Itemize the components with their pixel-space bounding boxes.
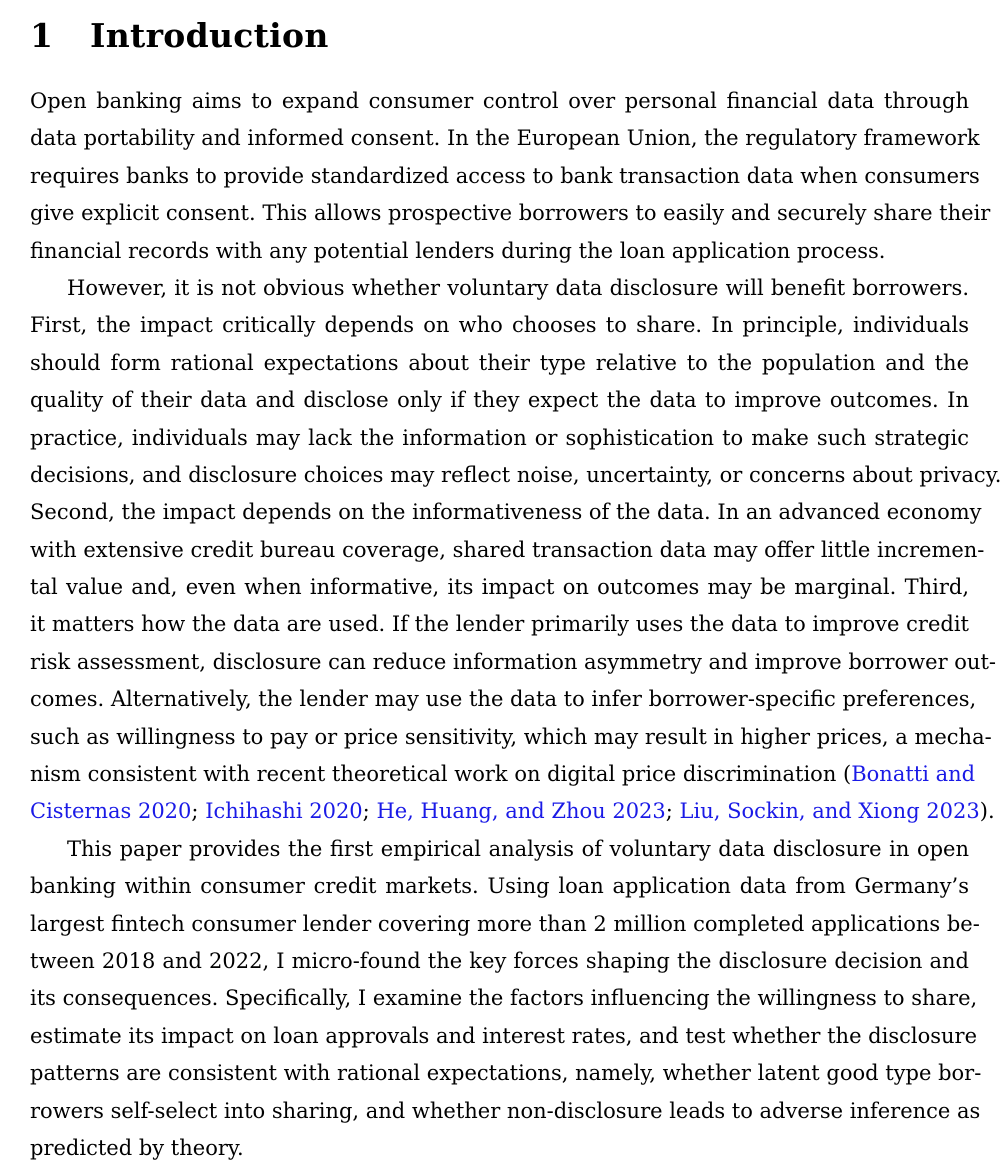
text-line: should form rational expectations about their type relative to the population and the: [30, 350, 969, 375]
text-line: give explicit consent. This allows prospective borrowers to easily and securely share their: [30, 201, 991, 226]
citation-separator: ;: [665, 799, 680, 824]
paragraph-1: [30, 83, 991, 270]
text-line: its consequences. Specifically, I examine the factors influencing the willingness to share,: [30, 986, 978, 1011]
text-line: predicted by theory.: [30, 1135, 244, 1160]
text-line: largest fintech consumer lender covering more than 2 million completed applications be-: [30, 911, 980, 936]
text-line-with-citation: [30, 756, 976, 793]
text-line: requires banks to provide standardized access to bank transaction data when consumers: [30, 163, 980, 188]
citation-separator: ;: [362, 799, 377, 824]
text-line: rowers self-select into sharing, and whether non-disclosure leads to adverse inference as: [30, 1098, 981, 1123]
section-heading: [30, 0, 969, 58]
text-run: nism consistent with recent theoretical work on digital price discrimination (: [30, 762, 852, 787]
citation-link-liu-sockin-xiong[interactable]: Liu, Sockin, and Xiong 2023: [679, 799, 980, 824]
text-line: data portability and informed consent. In the European Union, the regulatory framework: [30, 126, 980, 151]
text-line: quality of their data and disclose only if they expect the data to improve outcomes. In: [30, 388, 969, 413]
text-line: decisions, and disclosure choices may reflect noise, uncertainty, or concerns about privacy.: [30, 462, 1002, 487]
paragraph-2: [30, 270, 1002, 831]
text-line: tal value and, even when informative, its impact on outcomes may be marginal. Third,: [30, 575, 969, 600]
citation-close: ).: [979, 799, 995, 824]
section-title: Introduction: [90, 16, 329, 55]
citation-link-he-huang-zhou[interactable]: He, Huang, and Zhou 2023: [376, 799, 666, 824]
text-line: such as willingness to pay or price sensitivity, which may result in higher prices, a mecha-: [30, 724, 992, 749]
text-line: comes. Alternatively, the lender may use the data to infer borrower-specific preferences,: [30, 687, 977, 712]
text-line: However, it is not obvious whether voluntary data disclosure will benefit borrowers.: [67, 275, 969, 300]
body-text: [30, 83, 1002, 1167]
document-page: [30, 0, 1002, 1160]
text-line: banking within consumer credit markets. Using loan application data from Germany’s: [30, 874, 969, 899]
text-line: financial records with any potential lenders during the loan application process.: [30, 238, 886, 263]
citation-link-bonatti-cisternas[interactable]: Cisternas 2020: [30, 799, 192, 824]
text-line: practice, individuals may lack the information or sophistication to make such strategic: [30, 425, 969, 450]
paragraph-3: [30, 831, 982, 1167]
section-number: 1: [30, 16, 54, 55]
text-line: tween 2018 and 2022, I micro-found the key forces shaping the disclosure decision and: [30, 948, 969, 973]
text-line: patterns are consistent with rational expectations, namely, whether latent good type bor-: [30, 1061, 982, 1086]
text-line: with extensive credit bureau coverage, shared transaction data may offer little incremen-: [30, 537, 985, 562]
text-line: Second, the impact depends on the informativeness of the data. In an advanced economy: [30, 500, 982, 525]
text-line: it matters how the data are used. If the lender primarily uses the data to improve credit: [30, 612, 969, 637]
citation-link-ichihashi[interactable]: Ichihashi 2020: [205, 799, 363, 824]
citation-line: [30, 793, 995, 830]
text-line: Open banking aims to expand consumer control over personal financial data through: [30, 89, 969, 113]
citation-separator: ;: [191, 799, 206, 824]
text-line: risk assessment, disclosure can reduce information asymmetry and improve borrower out-: [30, 649, 996, 674]
text-line: This paper provides the first empirical analysis of voluntary data disclosure in open: [67, 836, 969, 861]
text-line: First, the impact critically depends on who chooses to share. In principle, individuals: [30, 313, 969, 338]
text-line: estimate its impact on loan approvals and interest rates, and test whether the disclosure: [30, 1023, 977, 1048]
citation-link-bonatti-cisternas[interactable]: Bonatti and: [851, 762, 976, 787]
